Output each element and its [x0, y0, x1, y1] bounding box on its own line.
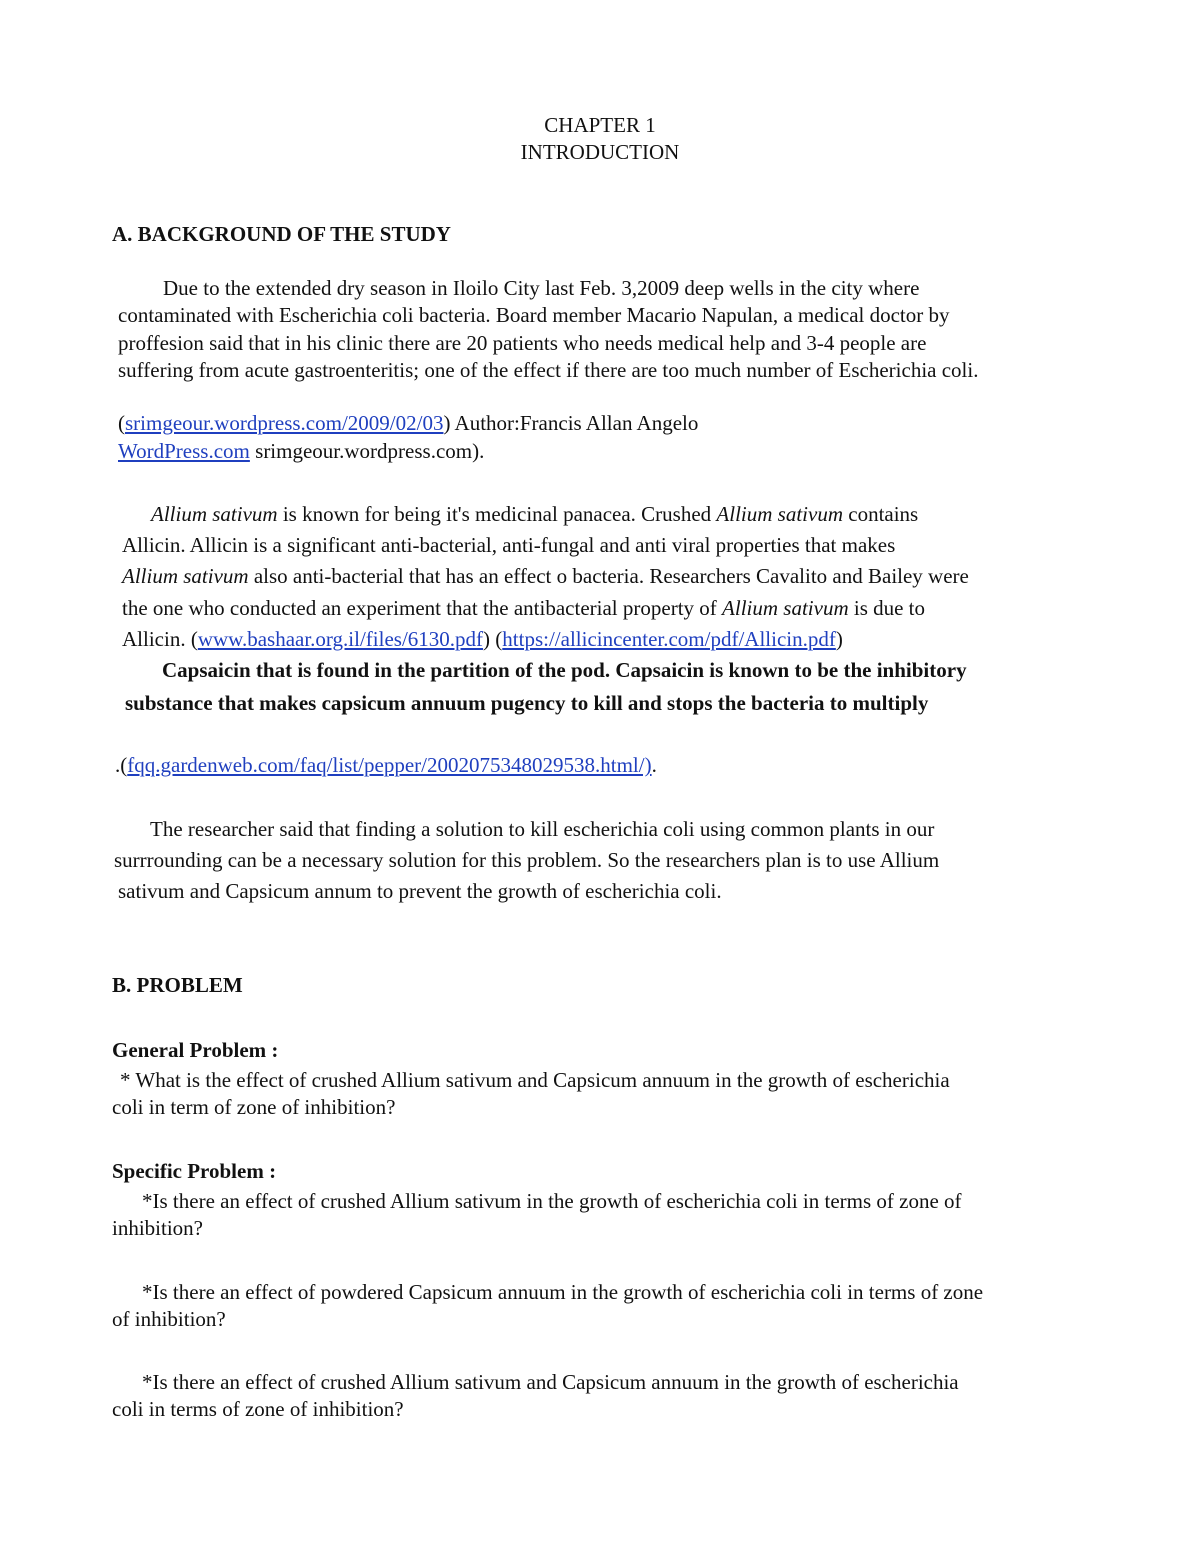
- gardenweb-link[interactable]: fqq.gardenweb.com/faq/list/pepper/2002075348029538.html/): [127, 753, 652, 777]
- allium-text: Allicin. (: [122, 627, 198, 651]
- allium-term: Allium sativum: [151, 502, 278, 526]
- background-p1-line3: proffesion said that in his clinic there are 20 patients who needs medical help and 3-4 people are: [118, 331, 927, 355]
- general-problem-line2: coli in term of zone of inhibition?: [112, 1095, 396, 1119]
- background-p1-line1: Due to the extended dry season in Iloilo City last Feb. 3,2009 deep wells in the city where: [163, 276, 920, 300]
- capsaicin-line1: Capsaicin that is found in the partition of the pod. Capsaicin is known to be the inhibitory: [162, 658, 967, 682]
- chapter-title: INTRODUCTION: [520, 140, 680, 164]
- ref1-paren: (: [118, 411, 125, 435]
- reference-1-line2: [118, 437, 484, 465]
- researcher-p-line2: surrrounding can be a necessary solution for this problem. So the researchers plan is to use Allium: [114, 848, 940, 872]
- chapter-number: CHAPTER 1: [544, 113, 656, 137]
- section-a-heading: A. BACKGROUND OF THE STUDY: [112, 222, 451, 246]
- allium-text: ) (: [483, 627, 503, 651]
- specific-q3-line1: *Is there an effect of crushed Allium sativum and Capsicum annuum in the growth of escherichia: [142, 1370, 959, 1394]
- allium-p-line3: [122, 562, 969, 590]
- specific-q2-line2: of inhibition?: [112, 1307, 226, 1331]
- ref1-author: ) Author:Francis Allan Angelo: [443, 411, 699, 435]
- researcher-p-line1: The researcher said that finding a solution to kill escherichia coli using common plants in our: [150, 817, 935, 841]
- ref2-prefix: .(: [115, 753, 128, 777]
- allicincenter-link[interactable]: https://allicincenter.com/pdf/Allicin.pdf: [502, 627, 836, 651]
- allium-text: contains: [843, 502, 919, 526]
- reference-2: [115, 751, 657, 779]
- general-problem-line1: * What is the effect of crushed Allium sativum and Capsicum annuum in the growth of escherichia: [120, 1068, 950, 1092]
- section-b-heading: B. PROBLEM: [112, 973, 243, 997]
- specific-q1-line1: *Is there an effect of crushed Allium sativum in the growth of escherichia coli in terms of zone of: [142, 1189, 962, 1213]
- ref1-tail: srimgeour.wordpress.com).: [249, 439, 485, 463]
- specific-q3-line2: coli in terms of zone of inhibition?: [112, 1397, 404, 1421]
- specific-q1-line2: inhibition?: [112, 1216, 203, 1240]
- allium-term: Allium sativum: [716, 502, 843, 526]
- wordpress-link[interactable]: WordPress.com: [118, 439, 250, 463]
- general-problem-label: General Problem :: [112, 1038, 279, 1062]
- background-p1-line4: suffering from acute gastroenteritis; one of the effect if there are too much number of Escherichia coli.: [118, 358, 979, 382]
- allium-p-line1: [151, 500, 918, 528]
- background-p1-line2: contaminated with Escherichia coli bacteria. Board member Macario Napulan, a medical doctor by: [118, 303, 950, 327]
- allium-text: ): [835, 627, 843, 651]
- ref2-suffix: .: [651, 753, 657, 777]
- specific-problem-label: Specific Problem :: [112, 1159, 277, 1183]
- allium-text: also anti-bacterial that has an effect o bacteria. Researchers Cavalito and Bailey were: [248, 564, 969, 588]
- srimgeour-link[interactable]: srimgeour.wordpress.com/2009/02/03: [125, 411, 444, 435]
- specific-q2-line1: *Is there an effect of powdered Capsicum annuum in the growth of escherichia coli in terms of zone: [142, 1280, 984, 1304]
- allium-text: is known for being it's medicinal panacea. Crushed: [277, 502, 717, 526]
- allium-text: is due to: [848, 596, 926, 620]
- allium-p-line2: Allicin. Allicin is a significant anti-bacterial, anti-fungal and anti viral properties that makes: [122, 533, 896, 557]
- bashaar-link[interactable]: www.bashaar.org.il/files/6130.pdf: [197, 627, 484, 651]
- allium-term: Allium sativum: [722, 596, 849, 620]
- reference-1-line1: [118, 409, 698, 437]
- allium-p-line4: [122, 594, 925, 622]
- researcher-p-line3: sativum and Capsicum annum to prevent the growth of escherichia coli.: [118, 879, 722, 903]
- allium-term: Allium sativum: [122, 564, 249, 588]
- allium-p-line5: [122, 625, 843, 653]
- capsaicin-line2: substance that makes capsicum annuum pugency to kill and stops the bacteria to multiply: [125, 691, 929, 715]
- allium-text: the one who conducted an experiment that the antibacterial property of: [122, 596, 723, 620]
